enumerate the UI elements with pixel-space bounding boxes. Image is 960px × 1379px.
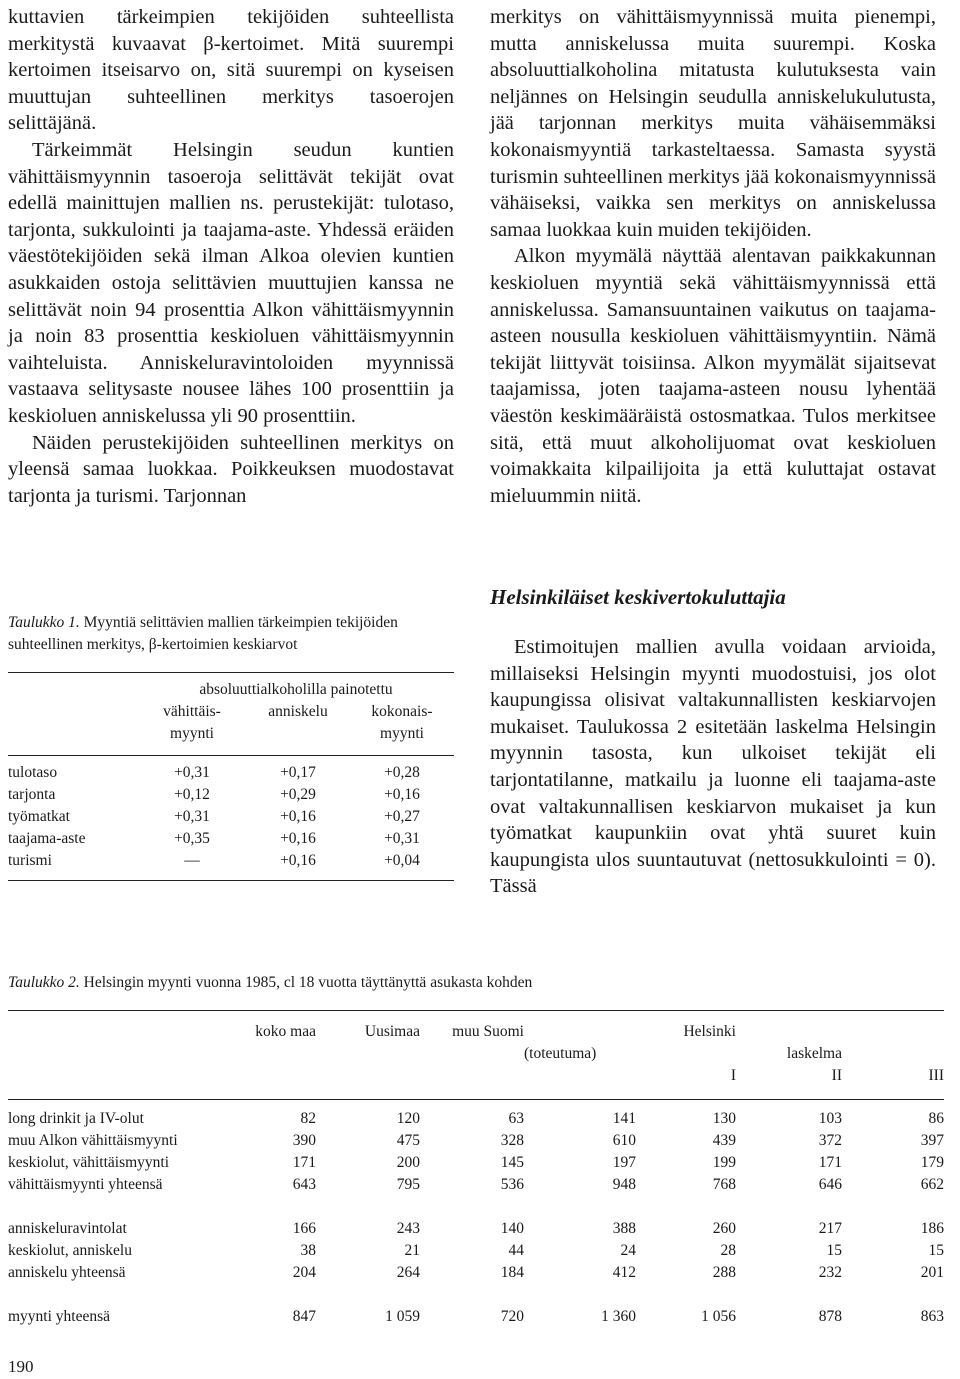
table-1-col1-head: vähittäis-	[163, 703, 221, 720]
table-2-cell: 243	[396, 1220, 420, 1237]
table-1-row-label: tulotaso	[8, 764, 58, 781]
table-2-cell: 475	[396, 1132, 420, 1149]
table-1-caption-text: Myyntiä selittävien mallien tärkeimpien tekijöiden suhteellinen merkitys, β-kertoimien keskiarvot	[8, 614, 398, 653]
table-2-row-label: long drinkit ja IV-olut	[8, 1110, 144, 1127]
table-2-cell: 397	[920, 1132, 944, 1149]
table-2-top-rule	[8, 1010, 944, 1011]
table-2-cell: 199	[712, 1154, 736, 1171]
table-2-row-label: anniskelu yhteensä	[8, 1264, 126, 1281]
table-2-row-label: anniskeluravintolat	[8, 1220, 127, 1237]
table-1-cell-onpremise: +0,16	[280, 852, 316, 869]
table-2-cell: 24	[620, 1242, 636, 1259]
table-1-mid-rule	[8, 755, 454, 756]
table-2	[8, 972, 944, 1328]
table-2-cell: 643	[292, 1176, 316, 1193]
table-2-header	[8, 1021, 944, 1087]
table-2-cell: 795	[396, 1176, 420, 1193]
table-row	[8, 784, 454, 806]
table-2-cell: 28	[720, 1242, 736, 1259]
table-2-head-II: II	[831, 1067, 842, 1084]
right-column-lower	[490, 634, 936, 900]
table-2-cell: 120	[396, 1110, 420, 1127]
table-2-cell: 536	[500, 1176, 524, 1193]
table-2-caption-text: Helsingin myynti vuonna 1985, cl 18 vuotta täyttänyttä asukasta kohden	[83, 974, 533, 991]
table-2-cell: 260	[712, 1220, 736, 1237]
table-2-cell: 878	[818, 1308, 842, 1325]
table-2-cell: 1 360	[601, 1308, 636, 1325]
table-2-cell: 82	[300, 1110, 316, 1127]
table-2-cell: 63	[508, 1110, 524, 1127]
table-1-cell-onpremise: +0,29	[280, 786, 316, 803]
table-2-cell: 15	[826, 1242, 842, 1259]
table-1-cell-total: +0,16	[384, 786, 420, 803]
table-2-cell: 21	[404, 1242, 420, 1259]
table-1-cell-onpremise: +0,17	[280, 764, 316, 781]
table-1-cell-total: +0,27	[384, 808, 420, 825]
table-1-grid	[8, 679, 454, 745]
left-paragraph-3: Näiden perustekijöiden suhteellinen merkitys on yleensä samaa luokkaa. Poikkeuksen muodostavat tarjonta ja turismi. Tarjonnan	[8, 431, 454, 507]
table-1-row-label: työmatkat	[8, 808, 70, 825]
table-1-col1-head2: myynti	[170, 725, 214, 742]
table-1-label: Taulukko 1.	[8, 614, 80, 631]
table-2-row-label: vähittäismyynti yhteensä	[8, 1176, 163, 1193]
table-2-cell: 232	[818, 1264, 842, 1281]
table-2-cell: 1 056	[701, 1308, 736, 1325]
right-paragraph-2: Alkon myymälä näyttää alentavan paikkakunnan keskioluen myyntiä sekä vähittäismyynnissä että anniskelussa. Samansuuntainen vaikutus on taajama-asteen nousulla keskioluen vähittäismyyntiin. Nämä tekijät liittyvät toisiinsa. Alkon myymälät sijaitsevat taajamissa, joten taajama-asteen nousu lyhentää väestön keskimääräistä ostosmatkaa. Tulos merkitsee sitä, että muut alkoholijuomat ovat keskioluen voimakkaita kilpailijoita ja että kuluttajat ostavat mieluummin niitä.	[490, 245, 936, 507]
right-paragraph-3: Estimoitujen mallien avulla voidaan arvioida, millaiseksi Helsingin myynti muodostuisi, jos olot kaupungissa olisivat valtakunnallisten keskiarvojen mukaiset. Taulukossa 2 esitetään laskelma Helsingin myynnin tasosta, kun ulkoiset tekijät eli tarjontatilanne, matkailu ja luonne eli taajama-aste ovat valtakunnallisen keskiarvon mukaiset ja kun työmatkat kaupunkiin ovat yhtä suuret kuin kaupungista ulos suuntautuvat (nettosukkulointi = 0). Tässä	[490, 636, 936, 898]
table-2-head-koko-maa: koko maa	[255, 1023, 316, 1040]
table-2-head-uusimaa: Uusimaa	[364, 1023, 420, 1040]
table-2-cell: 390	[292, 1132, 316, 1149]
table-2-head-I: I	[730, 1067, 736, 1084]
table-1-cell-retail: +0,31	[174, 808, 210, 825]
table-2-cell: 200	[396, 1154, 420, 1171]
table-1-cell-retail: +0,12	[174, 786, 210, 803]
table-1-cell-onpremise: +0,16	[280, 808, 316, 825]
table-2-cell: 44	[508, 1242, 524, 1259]
table-row	[8, 762, 454, 784]
page-number: 190	[8, 1357, 34, 1376]
table-2-cell: 186	[920, 1220, 944, 1237]
table-2-cell: 264	[396, 1264, 420, 1281]
table-1-cell-retail: —	[184, 852, 200, 869]
table-2-cell: 662	[920, 1176, 944, 1193]
table-row	[8, 1130, 944, 1152]
group-spacer	[8, 1196, 944, 1218]
table-2-cell: 38	[300, 1242, 316, 1259]
table-row	[8, 1218, 944, 1240]
table-1-row-label: tarjonta	[8, 786, 56, 803]
table-2-cell: 288	[712, 1264, 736, 1281]
table-2-cell: 720	[500, 1308, 524, 1325]
table-2-cell: 768	[712, 1176, 736, 1193]
table-1-col2-head: anniskelu	[268, 703, 328, 720]
table-2-row-label: keskiolut, vähittäismyynti	[8, 1154, 170, 1171]
table-1-row-label: taajama-aste	[8, 830, 86, 847]
table-2-label: Taulukko 2.	[8, 974, 80, 991]
table-2-cell: 388	[612, 1220, 636, 1237]
table-1-caption	[8, 612, 454, 656]
table-2-cell: 412	[612, 1264, 636, 1281]
table-row	[8, 828, 454, 850]
table-2-mid-rule	[8, 1099, 944, 1100]
table-2-cell: 863	[920, 1308, 944, 1325]
table-2-row-label: muu Alkon vähittäismyynti	[8, 1132, 178, 1149]
table-2-head-laskelma: laskelma	[786, 1045, 842, 1062]
table-1-bottom-rule	[8, 880, 454, 881]
table-2-cell: 847	[292, 1308, 316, 1325]
left-paragraph-2: Tärkeimmät Helsingin seudun kuntien vähittäismyynnin tasoeroja selittävät tekijät ovat edellä mainittujen mallien ns. perustekijät: tulotaso, tarjonta, sukkulointi ja taajama-aste. Yhdessä eräiden väestötekijöiden sekä ilman Alkoa olevien kuntien asukkaiden ostoja selittävien muuttujien kanssa ne selittävät noin 94 prosenttia Alkon vähittäismyynnin ja noin 83 prosenttia keskioluen vähittäismyynnin vaihteluista. Anniskeluravintoloiden myynnissä vastaava selitysaste nousee lähes 100 prosenttiin ja keskioluen anniskelussa yli 90 prosenttiin.	[8, 138, 454, 427]
table-2-cell: 171	[818, 1154, 842, 1171]
table-1-cell-total: +0,04	[384, 852, 420, 869]
table-2-head-helsinki: Helsinki	[683, 1023, 736, 1040]
table-2-cell: 179	[920, 1154, 944, 1171]
right-column	[490, 4, 936, 509]
table-2-cell: 145	[500, 1154, 524, 1171]
table-1-col3-head: kokonais-	[371, 703, 433, 720]
table-2-head-III: III	[928, 1067, 944, 1084]
table-1	[8, 612, 454, 881]
table-1-col3-head2: myynti	[380, 725, 424, 742]
section-heading: Helsinkiläiset keskivertokuluttajia	[490, 585, 786, 609]
table-2-cell: 372	[818, 1132, 842, 1149]
table-2-cell: 184	[500, 1264, 524, 1281]
table-2-cell: 197	[612, 1154, 636, 1171]
table-2-caption	[8, 972, 944, 994]
table-row	[8, 1240, 944, 1262]
table-2-head-muu-suomi: muu Suomi	[452, 1023, 524, 1040]
table-1-cell-onpremise: +0,16	[280, 830, 316, 847]
table-2-cell: 948	[612, 1176, 636, 1193]
table-row	[8, 1306, 944, 1328]
table-2-cell: 439	[712, 1132, 736, 1149]
table-row	[8, 1262, 944, 1284]
table-1-body	[8, 762, 454, 872]
table-2-cell: 328	[500, 1132, 524, 1149]
table-row	[8, 806, 454, 828]
right-paragraph-1: merkitys on vähittäismyynnissä muita pienempi, mutta anniskelussa muita suurempi. Koska absoluuttialkoholina mitatusta kulutuksesta vain neljännes on Helsingin seudulla anniskelukulutusta, jää tarjonnan merkitys muita vähäisemmäksi kokonaismyyntiä tarkasteltaessa. Samasta syystä turismin suhteellinen merkitys jää kokonaismyynnissä vähäiseksi, vaikka sen merkitys on anniskelussa samaa luokkaa kuin muiden tekijöiden.	[490, 6, 936, 241]
table-2-body	[8, 1108, 944, 1328]
table-row	[8, 1108, 944, 1130]
table-row	[8, 850, 454, 872]
table-2-cell: 201	[920, 1264, 944, 1281]
table-2-cell: 166	[292, 1220, 316, 1237]
table-2-cell: 610	[612, 1132, 636, 1149]
table-1-cell-retail: +0,35	[174, 830, 210, 847]
table-1-cell-total: +0,28	[384, 764, 420, 781]
table-2-cell: 15	[928, 1242, 944, 1259]
table-2-cell: 646	[818, 1176, 842, 1193]
table-2-cell: 217	[818, 1220, 842, 1237]
table-2-cell: 86	[928, 1110, 944, 1127]
table-2-row-label: myynti yhteensä	[8, 1308, 111, 1325]
table-2-cell: 1 059	[385, 1308, 420, 1325]
table-2-cell: 130	[712, 1110, 736, 1127]
table-2-cell: 204	[292, 1264, 316, 1281]
table-row	[8, 1174, 944, 1196]
table-1-row-label: turismi	[8, 852, 52, 869]
table-1-header-top: absoluuttialkoholilla painotettu	[199, 681, 393, 698]
table-row	[8, 1152, 944, 1174]
table-1-top-rule	[8, 672, 454, 673]
table-2-head-toteutuma: (toteutuma)	[524, 1045, 597, 1062]
left-paragraph-1: kuttavien tärkeimpien tekijöiden suhteellista merkitystä kuvaavat β-kertoimet. Mitä suurempi kertoimen itseisarvo on, sitä suurempi on kyseisen muuttujan suhteellinen merkitys tasoerojen selittäjänä.	[8, 6, 454, 135]
group-spacer	[8, 1284, 944, 1306]
table-2-row-label: keskiolut, anniskelu	[8, 1242, 132, 1259]
left-column	[8, 4, 454, 509]
table-2-cell: 103	[818, 1110, 842, 1127]
table-2-cell: 171	[292, 1154, 316, 1171]
table-1-cell-retail: +0,31	[174, 764, 210, 781]
table-2-cell: 141	[612, 1110, 636, 1127]
table-1-cell-total: +0,31	[384, 830, 420, 847]
table-2-cell: 140	[500, 1220, 524, 1237]
